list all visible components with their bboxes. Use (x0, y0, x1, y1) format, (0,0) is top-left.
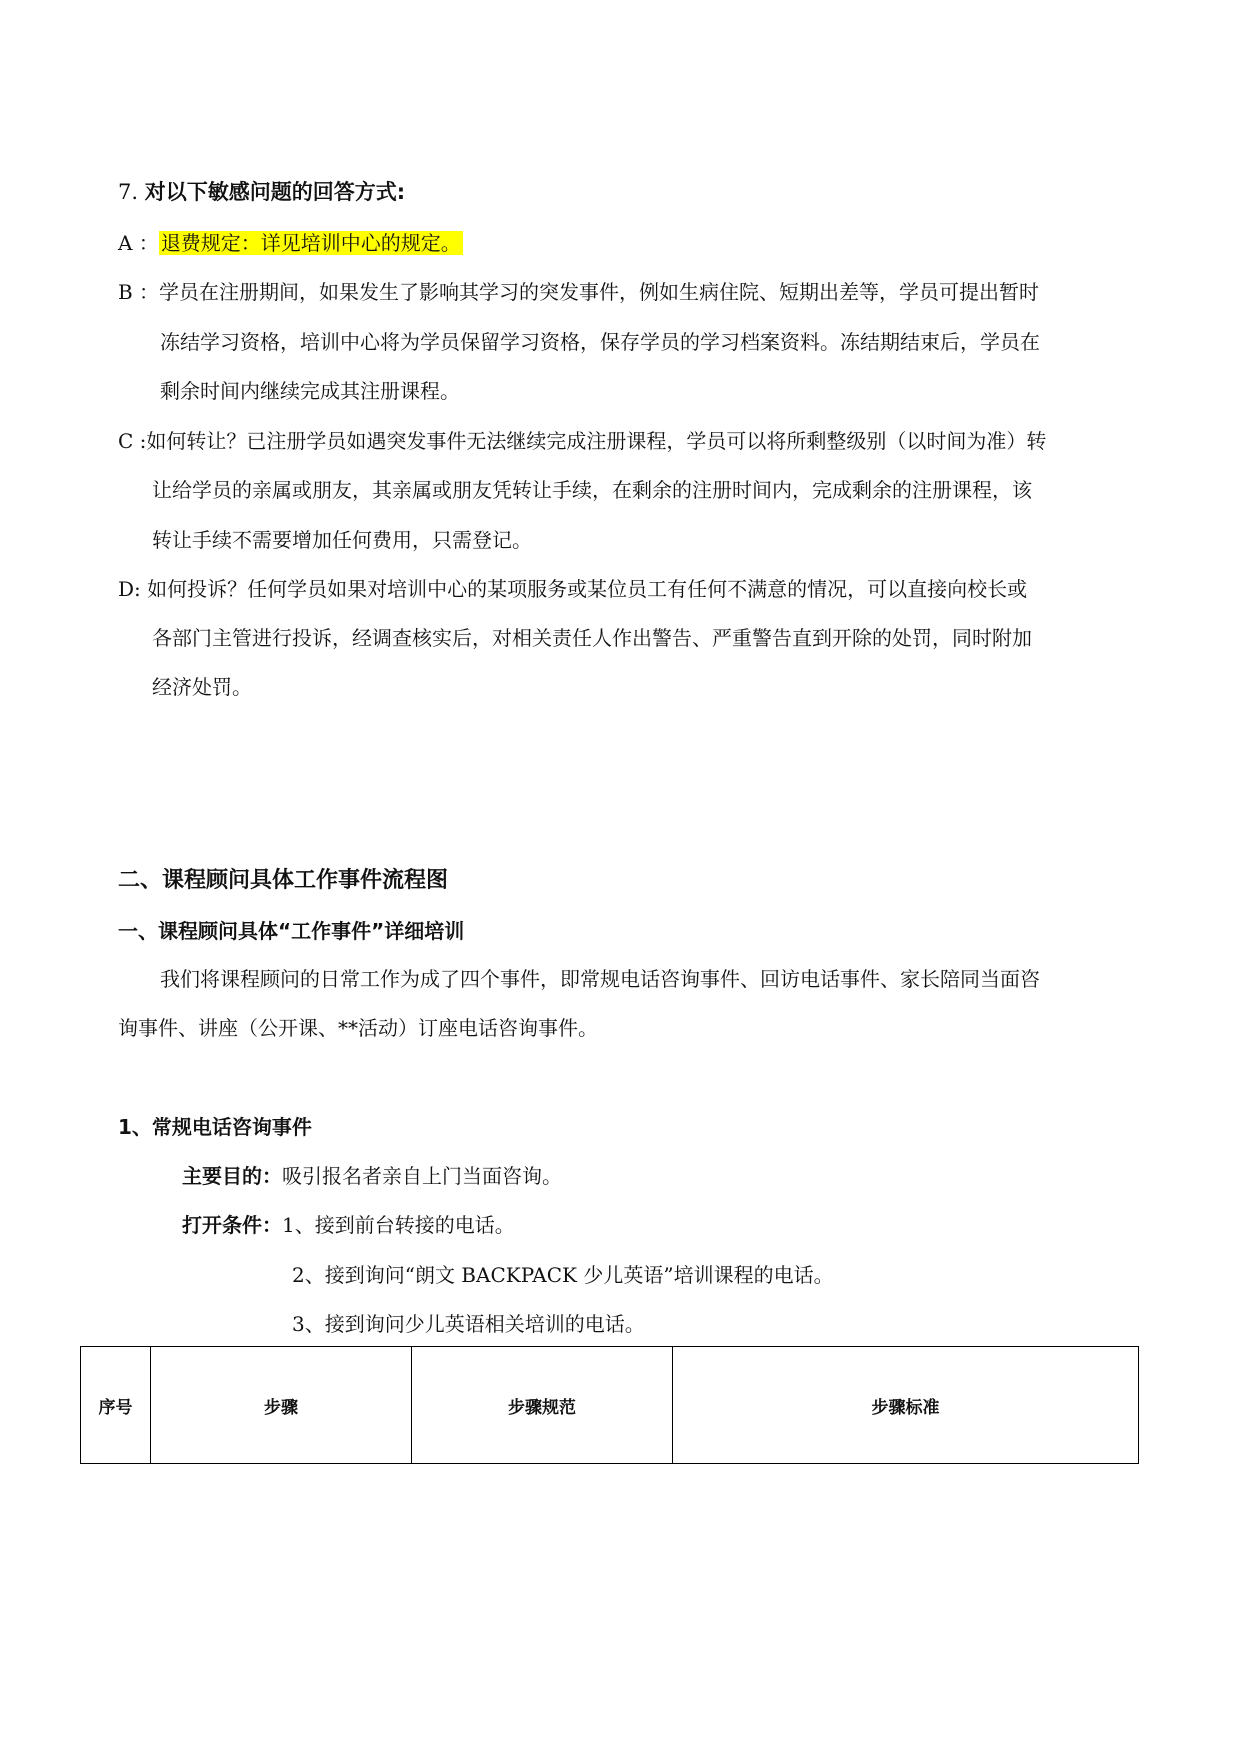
section2-intro-line-1: 我们将课程顾问的日常工作为成了四个事件，即常规电话咨询事件、回访电话事件、家长陪同当面咨 (160, 967, 1040, 991)
header-step-spec: 步骤规范 (412, 1347, 673, 1464)
section2-title: 二、课程顾问具体工作事件流程图 (118, 868, 449, 893)
section7-heading-text: 对以下敏感问题的回答方式: (144, 180, 406, 204)
item-c-line-1: C :如何转让？已注册学员如遇突发事件无法继续完成注册课程，学员可以将所剩整级别（以时间为准）转 (118, 429, 1047, 453)
header-step: 步骤 (151, 1347, 412, 1464)
item-c-line-2: 让给学员的亲属或朋友，其亲属或朋友凭转让手续，在剩余的注册时间内，完成剩余的注册课程，该 (152, 478, 1032, 502)
condition-label: 打开条件： (182, 1213, 282, 1237)
table-header-row (81, 1347, 1139, 1464)
section2-subtitle: 一、课程顾问具体“工作事件”详细培训 (118, 919, 465, 943)
item-d-line-1: D: 如何投诉？任何学员如果对培训中心的某项服务或某位员工有任何不满意的情况，可以直接向校长或 (118, 577, 1028, 601)
event1-condition-2: 2、接到询问“朗文 BACKPACK 少儿英语”培训课程的电话。 (292, 1263, 834, 1287)
item-a (118, 229, 463, 257)
section7-heading (118, 178, 405, 206)
event1-condition-3: 3、接到询问少儿英语相关培训的电话。 (292, 1312, 645, 1336)
section2-intro-line-2: 询事件、讲座（公开课、**活动）订座电话咨询事件。 (118, 1016, 598, 1040)
header-index: 序号 (81, 1347, 151, 1464)
event1-condition-1 (182, 1211, 515, 1239)
item-d-line-3: 经济处罚。 (152, 675, 252, 699)
item-a-label: A ： (118, 231, 159, 255)
event1-purpose (182, 1162, 562, 1190)
condition-text-1: 1、接到前台转接的电话。 (282, 1213, 515, 1237)
item-a-text: 退费规定：详见培训中心的规定。 (160, 231, 461, 255)
section7-heading-number: 7. (118, 180, 139, 204)
steps-table (80, 1346, 1139, 1464)
purpose-text: 吸引报名者亲自上门当面咨询。 (282, 1164, 562, 1188)
event1-title: 1、常规电话咨询事件 (118, 1115, 312, 1139)
header-step-standard: 步骤标准 (673, 1347, 1139, 1464)
purpose-label: 主要目的： (182, 1164, 282, 1188)
item-d-line-2: 各部门主管进行投诉，经调查核实后，对相关责任人作出警告、严重警告直到开除的处罚，同时附加 (152, 626, 1032, 650)
item-b-line-3: 剩余时间内继续完成其注册课程。 (160, 379, 460, 403)
item-b-line-1: B ：学员在注册期间，如果发生了影响其学习的突发事件，例如生病住院、短期出差等，学员可提出暂时 (118, 280, 1040, 304)
item-b-line-2: 冻结学习资格，培训中心将为学员保留学习资格，保存学员的学习档案资料。冻结期结束后，学员在 (160, 330, 1040, 354)
item-c-line-3: 转让手续不需要增加任何费用，只需登记。 (152, 528, 532, 552)
